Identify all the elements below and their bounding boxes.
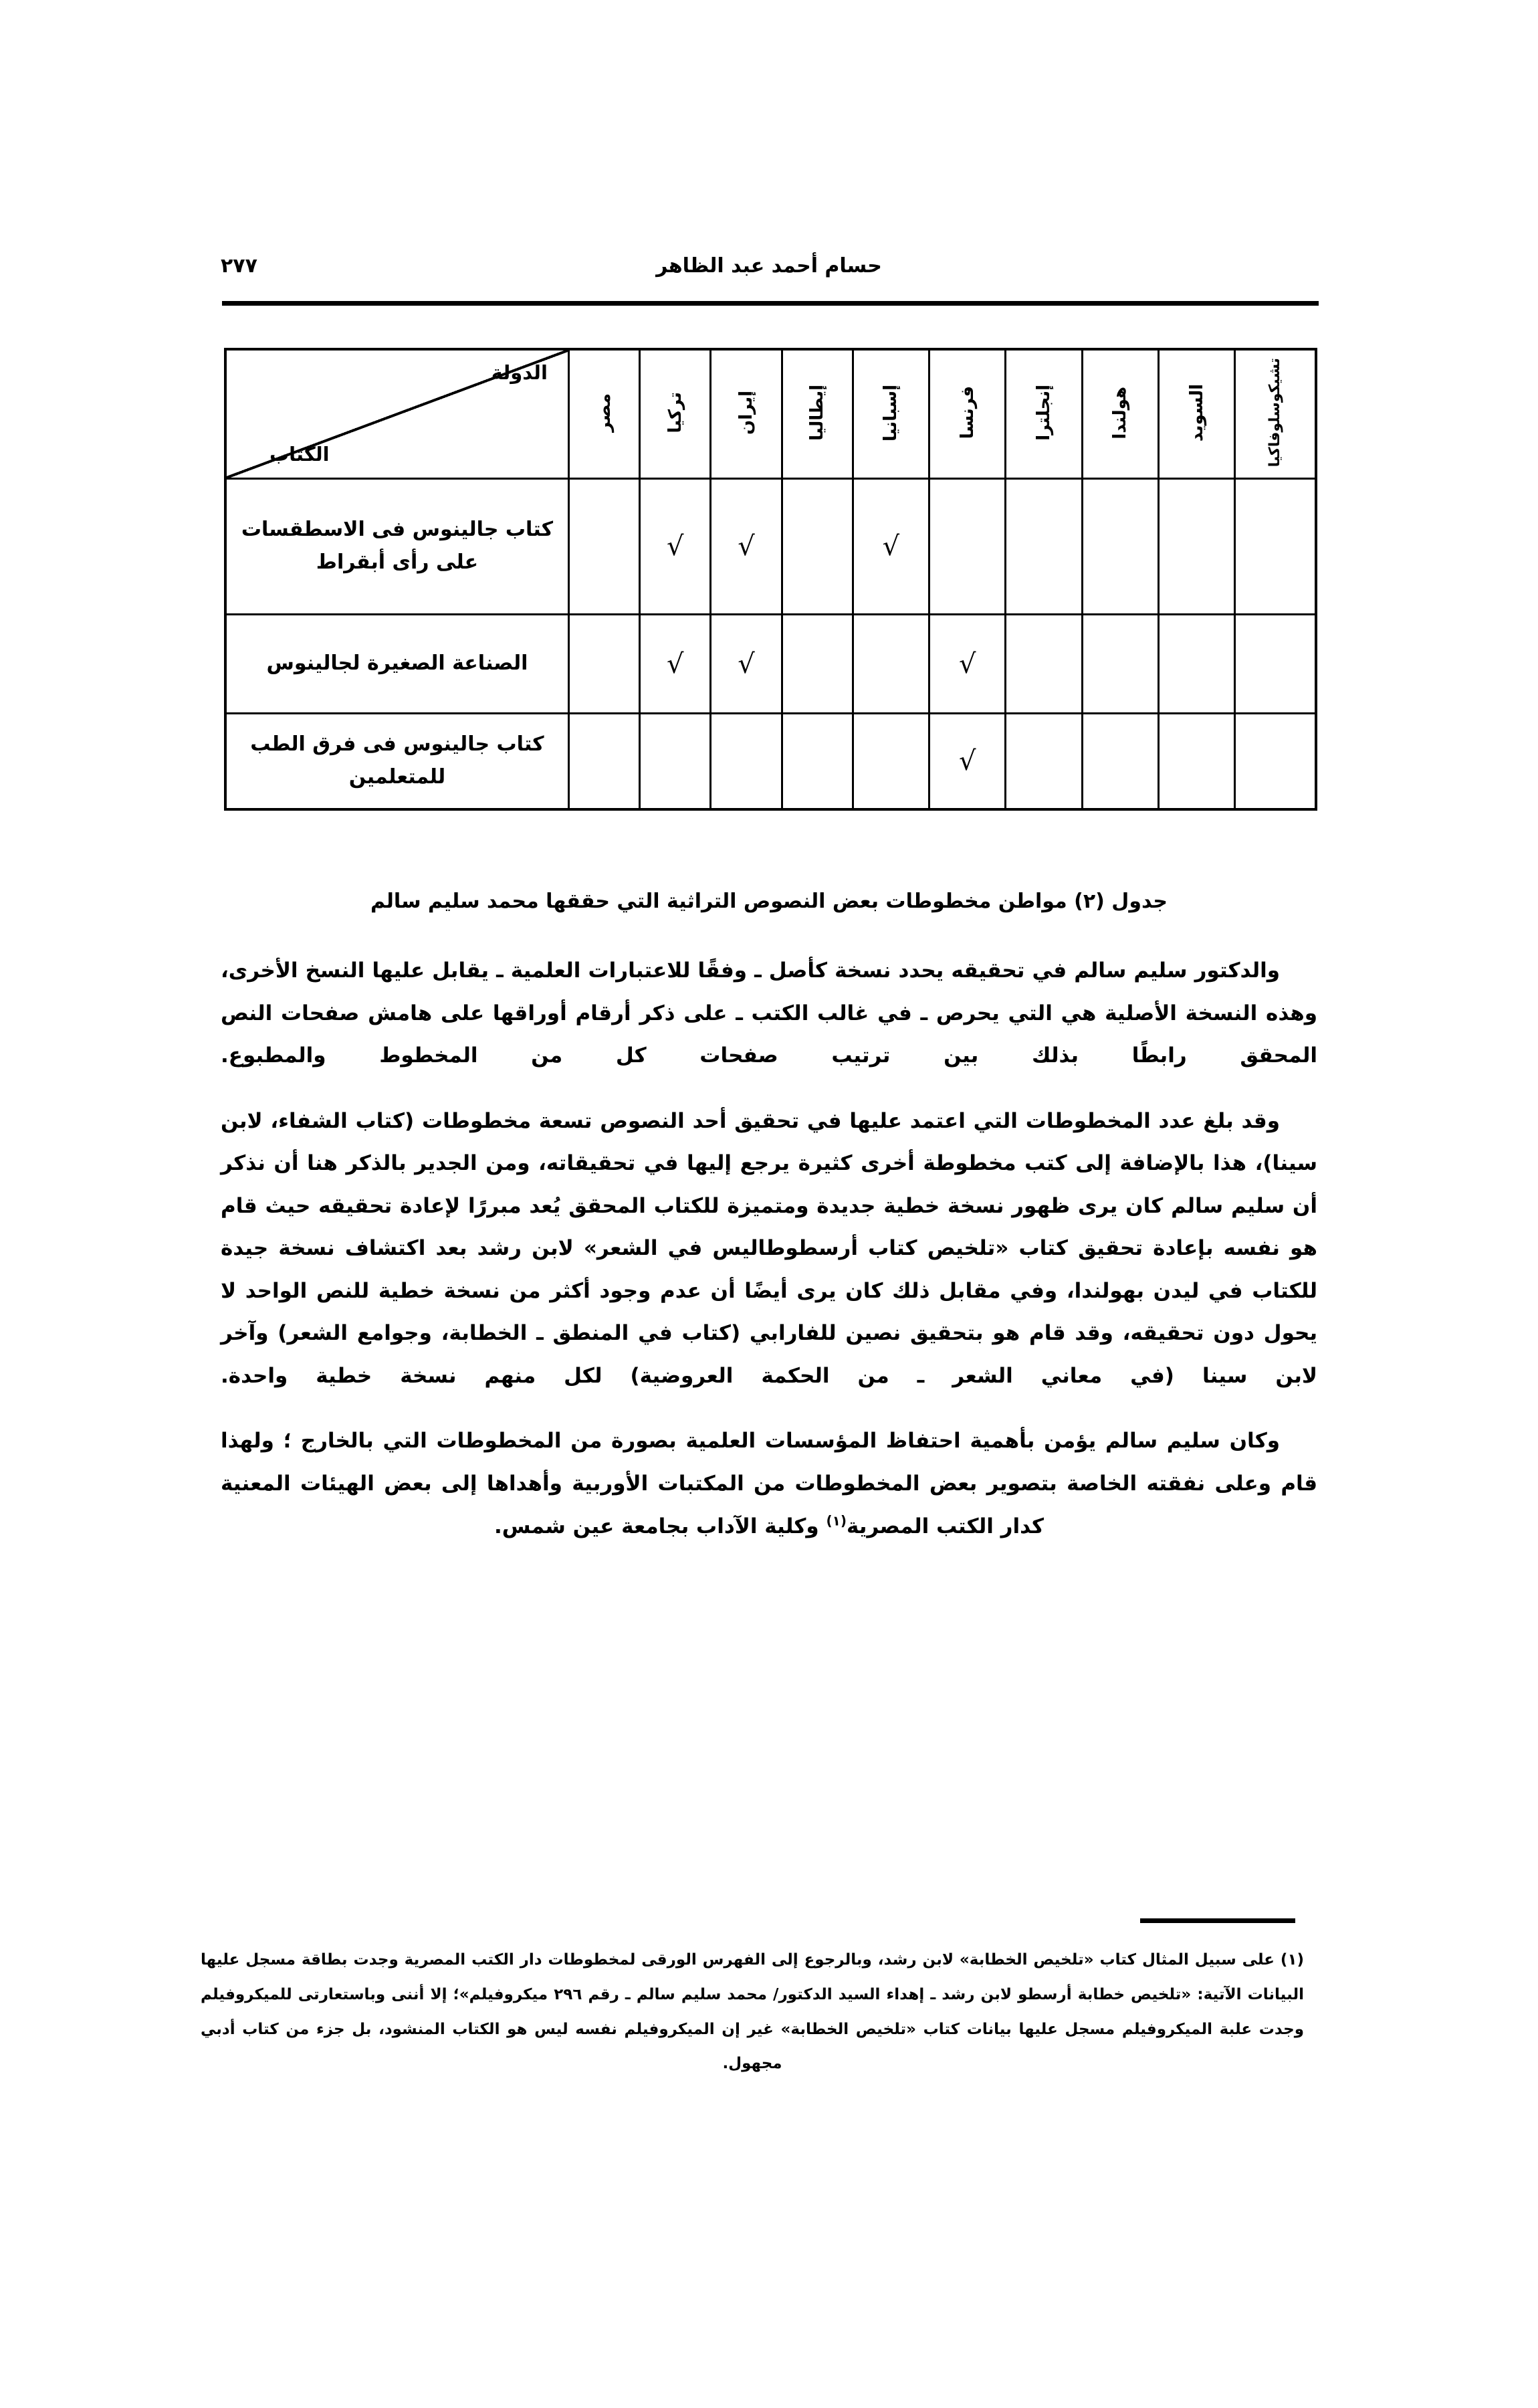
cell-check	[711, 714, 782, 810]
cell-check	[640, 714, 711, 810]
column-header-egypt: مصر	[568, 349, 639, 479]
column-header-czechoslovakia: تشيكوسلوفاكيا	[1235, 349, 1316, 479]
manuscripts-table	[224, 348, 1317, 811]
cell-check	[782, 479, 853, 615]
column-header-turkey: تركيا	[640, 349, 711, 479]
cell-check	[1082, 479, 1158, 615]
cell-check	[568, 714, 639, 810]
cell-check	[1235, 615, 1316, 714]
cell-check: √	[929, 615, 1006, 714]
cell-check	[1158, 479, 1234, 615]
footnote-reference-marker: (١)	[826, 1512, 847, 1529]
cell-check	[568, 479, 639, 615]
row-title: كتاب جالينوس فى فرق الطب للمتعلمين	[225, 714, 568, 810]
cell-check: √	[711, 615, 782, 714]
footnote-marker: (١)	[1280, 1951, 1304, 1969]
cell-check	[1006, 714, 1082, 810]
cell-check	[1235, 479, 1316, 615]
cell-check	[1158, 615, 1234, 714]
cell-check	[1082, 615, 1158, 714]
table-caption: جدول (٢) مواطن مخطوطات بعض النصوص التراثية التي حققها محمد سليم سالم	[370, 890, 1168, 913]
cell-check	[568, 615, 639, 714]
cell-check	[1235, 714, 1316, 810]
footnote-separator-rule	[1140, 1918, 1295, 1923]
column-header-sweden: السويد	[1158, 349, 1234, 479]
corner-country-label: الدولة	[491, 361, 548, 384]
cell-check: √	[640, 479, 711, 615]
cell-check	[1006, 615, 1082, 714]
column-header-england: إنجلترا	[1006, 349, 1082, 479]
cell-check	[782, 615, 853, 714]
cell-check	[1006, 479, 1082, 615]
row-title: الصناعة الصغيرة لجالينوس	[225, 615, 568, 714]
page-number: ٢٧٧	[221, 254, 257, 278]
table-row	[225, 615, 1316, 714]
column-header-italy: إيطاليا	[782, 349, 853, 479]
paragraph-3	[221, 1420, 1317, 1548]
running-head-author: حسام أحمد عبد الظاهر	[656, 254, 882, 278]
table-row	[225, 714, 1316, 810]
cell-check	[929, 479, 1006, 615]
cell-check: √	[929, 714, 1006, 810]
table-header-row	[225, 349, 1316, 479]
corner-book-label: الكتاب	[269, 443, 330, 466]
cell-check: √	[711, 479, 782, 615]
manuscripts-table-wrap	[224, 348, 1317, 811]
cell-check	[782, 714, 853, 810]
column-header-spain: إسبانيا	[853, 349, 929, 479]
table-row	[225, 479, 1316, 615]
cell-check	[853, 615, 929, 714]
column-header-holland: هولندا	[1082, 349, 1158, 479]
paragraph-1: والدكتور سليم سالم في تحقيقه يحدد نسخة كأصل ـ وفقًا للاعتبارات العلمية ـ يقابل عليها النسخ الأخرى، وهذه النسخة الأصلية هي التي يحرص ـ في غالب الكتب ـ على ذكر أرقام أوراقها على هامش صفحات النص المحقق رابطًا بذلك بين ترتيب صفحات كل من المخطوط والمطبوع.	[221, 959, 1317, 1068]
paragraph-2: وقد بلغ عدد المخطوطات التي اعتمد عليها في تحقيق أحد النصوص تسعة مخطوطات (كتاب الشفاء، لابن سينا)، هذا بالإضافة إلى كتب مخطوطة أخرى كثيرة يرجع إليها في تحقيقاته، ومن الجدير بالذكر هنا أن نذكر أن سليم سالم كان يرى ظهور نسخة خطية جديدة ومتميزة للكتاب المحقق يُعد مبررًا لإعادة تحقيقه حيث قام هو نفسه بإعادة تحقيق كتاب «تلخيص كتاب أرسطوطاليس في الشعر» لابن رشد بعد اكتشاف نسخة جيدة للكتاب في ليدن بهولندا، وفي مقابل ذلك كان يرى أيضًا أن عدم وجود أكثر من نسخة خطية للنص الواحد لا يحول دون تحقيقه، وقد قام هو بتحقيق نصين للفارابي (كتاب في المنطق ـ الخطابة، وجوامع الشعر) وآخر لابن سينا (في معاني الشعر ـ من الحكمة العروضية) لكل منهم نسخة خطية واحدة.	[221, 1108, 1317, 1388]
corner-header-cell	[225, 349, 568, 479]
body-text	[221, 950, 1317, 1571]
row-title: كتاب جالينوس فى الاسطقسات على رأى أبقراط	[225, 479, 568, 615]
cell-check	[1158, 714, 1234, 810]
cell-check: √	[853, 479, 929, 615]
footnote-text: على سبيل المثال كتاب «تلخيص الخطابة» لابن رشد، وبالرجوع إلى الفهرس الورقى لمخطوطات دار الكتب المصرية وجدت بطاقة مسجل عليها البيانات الآتية: «تلخيص خطابة أرسطو لابن رشد ـ إهداء السيد الدكتور/ محمد سليم سالم ـ رقم ٢٩٦ ميكروفيلم»؛ إلا أننى وباستعارتى للميكروفيلم وجدت علبة الميكروفيلم مسجل عليها بيانات كتاب «تلخيص الخطابة» غير إن الميكروفيلم نفسه ليس هو الكتاب المنشود، بل جزء من كتاب أدبي مجهول.	[201, 1951, 1304, 2073]
footnote-block	[201, 1943, 1304, 2082]
column-header-france: فرنسا	[929, 349, 1006, 479]
paragraph-3-text-after-footnote: وكلية الآداب بجامعة عين شمس.	[493, 1514, 827, 1538]
cell-check	[1082, 714, 1158, 810]
header-rule	[222, 301, 1319, 306]
cell-check	[853, 714, 929, 810]
paragraph-3-text-before-footnote: وكان سليم سالم يؤمن بأهمية احتفاظ المؤسسات العلمية بصورة من المخطوطات التي بالخارج ؛ ولهذا قام وعلى نفقته الخاصة بتصوير بعض المخطوطات من المكتبات الأوربية وأهداها إلى بعض الهيئات المعنية كدار الكتب المصرية	[221, 1429, 1317, 1538]
cell-check: √	[640, 615, 711, 714]
column-header-iran: إيران	[711, 349, 782, 479]
running-head	[221, 254, 1317, 294]
